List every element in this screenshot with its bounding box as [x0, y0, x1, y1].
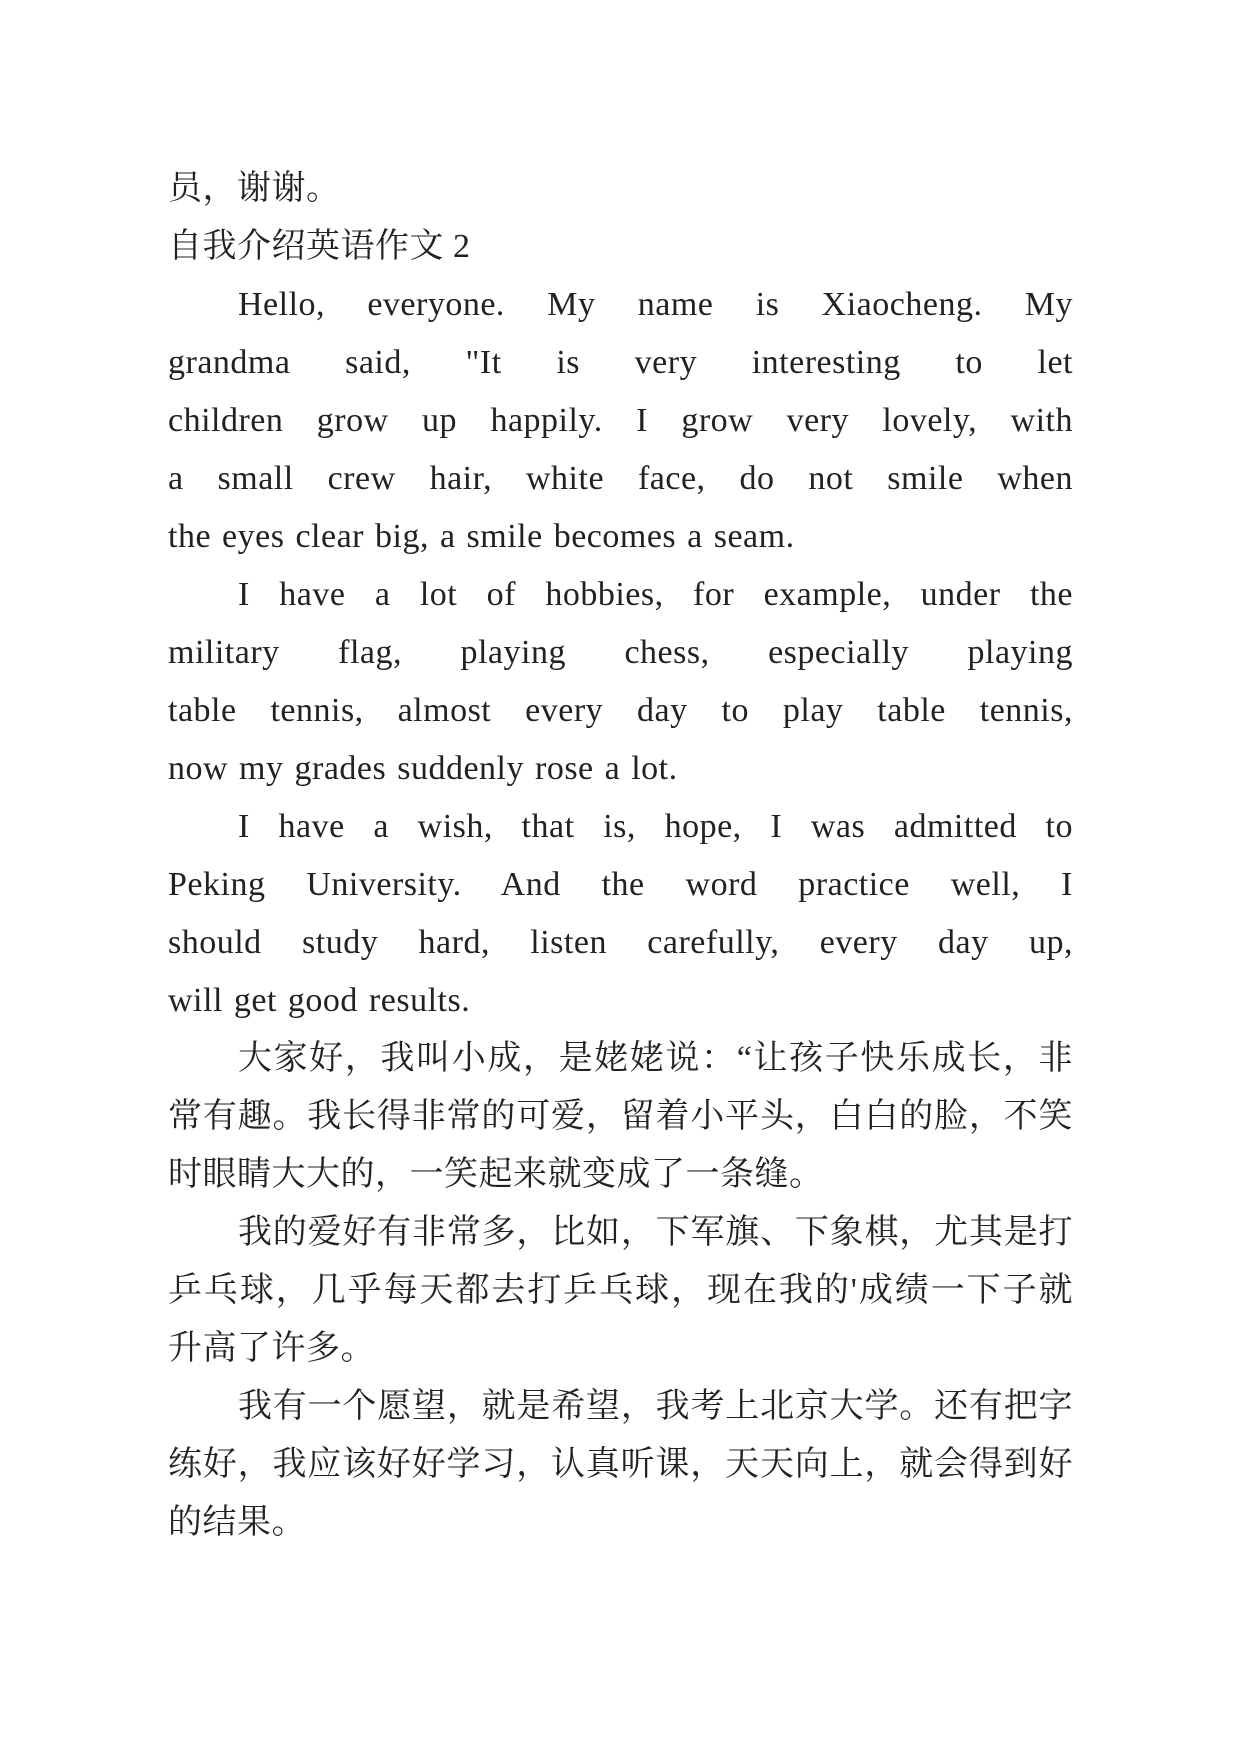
text-line: the eyes clear big, a smile becomes a seam. [168, 518, 795, 555]
text-line: table tennis, almost every day to play table tennis, [168, 692, 1073, 729]
text-line: 员，谢谢。 [168, 170, 341, 207]
paragraph-en-2 [168, 566, 1073, 798]
text-line: 的结果。 [168, 1504, 306, 1541]
text-line: 练好，我应该好好学习，认真听课，天天向上，就会得到好 [168, 1446, 1073, 1483]
text-line: 我有一个愿望，就是希望，我考上北京大学。还有把字 [238, 1388, 1073, 1425]
document-body [168, 160, 1073, 1552]
text-line: should study hard, listen carefully, every day up, [168, 924, 1073, 961]
text-line: 大家好，我叫小成，是姥姥说：“让孩子快乐成长，非 [238, 1040, 1073, 1077]
text-line: 升高了许多。 [168, 1330, 375, 1367]
text-line: grandma said, "It is very interesting to let [168, 344, 1073, 381]
paragraph-continuation [168, 160, 1073, 218]
text-line: Hello, everyone. My name is Xiaocheng. My [238, 286, 1073, 323]
text-line: I have a wish, that is, hope, I was admitted to [238, 808, 1073, 845]
paragraph-zh-1 [168, 1030, 1073, 1204]
paragraph-zh-2 [168, 1204, 1073, 1378]
text-line: Peking University. And the word practice well, I [168, 866, 1073, 903]
text-line: military flag, playing chess, especially playing [168, 634, 1073, 671]
text-line: 乒乓球，几乎每天都去打乒乓球，现在我的'成绩一下子就 [168, 1272, 1073, 1309]
text-line: 时眼睛大大的，一笑起来就变成了一条缝。 [168, 1156, 824, 1193]
paragraph-heading [168, 218, 1073, 276]
paragraph-en-3 [168, 798, 1073, 1030]
text-line: now my grades suddenly rose a lot. [168, 750, 678, 787]
text-line: children grow up happily. I grow very lovely, with [168, 402, 1073, 439]
text-line: will get good results. [168, 982, 471, 1019]
text-line: 我的爱好有非常多，比如，下军旗、下象棋，尤其是打 [238, 1214, 1073, 1251]
text-line: I have a lot of hobbies, for example, under the [238, 576, 1073, 613]
text-line: 常有趣。我长得非常的可爱，留着小平头，白白的脸，不笑 [168, 1098, 1073, 1135]
paragraph-en-1 [168, 276, 1073, 566]
paragraph-zh-3 [168, 1378, 1073, 1552]
text-line: 自我介绍英语作文 2 [168, 228, 471, 265]
text-line: a small crew hair, white face, do not smile when [168, 460, 1073, 497]
